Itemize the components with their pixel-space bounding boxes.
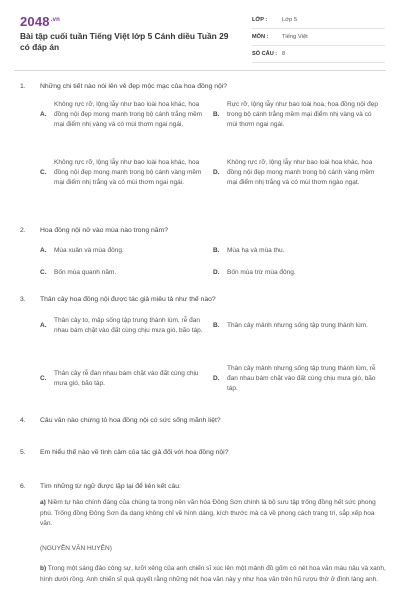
question-2: 2. Hoa đồng nội nở vào mùa nào trong năm? [20,227,169,234]
question-6: 6. Tìm những từ ngữ được lặp lại để liên kết câu: [20,483,181,490]
site-logo[interactable]: $2048^{.vn}$ [20,14,61,29]
meta-label: SỐ CÂU : [252,51,278,57]
document-header [0,0,400,62]
option-2b[interactable]: B. Mùa hạ và mùa thu. [213,246,383,256]
meta-table [252,12,385,63]
question-3: 3. Thân cây hoa đồng nội được tác giả miêu tả như thế nào? [20,296,216,303]
passage-a: a) Niềm tự hào chính đáng của chúng ta trong nền văn hóa Đông Sơn chính là bộ sưu tập trống đồng hết sức phong phú. Trống đồng Đông Sơn đa dạng không chỉ về hình dáng, kích thước mà cả về phong cách trang trí, sắp xếp hoa văn. [40,499,376,527]
option-text: Không rực rỡ, lộng lẫy như bao loài hoa khác, hoa đồng nội đẹp mong manh trong bộ cánh trắng mềm mại điểm nhị vàng và có mùi thơm ngai ngái. [54,101,203,128]
meta-row-count [252,46,385,63]
meta-label: MÔN : [252,34,269,40]
option-3b[interactable]: B. Thân cây mảnh nhưng sống tập trung thành lùm. [213,321,383,331]
option-3d[interactable]: D. Thân cây mảnh nhưng sống tập trung thành lùm, rễ đan nhau bám chặt vào đất cùng chịu mưa gió, bão táp. [213,364,383,394]
question-text: Em hiểu thế nào về tình cảm của tác giả đối với hoa đồng nội? [40,449,229,456]
option-1d[interactable]: D. Không rực rỡ, lộng lẫy như bao loài hoa khác, hoa đồng nội đẹp mong manh trong bộ cánh vàng mềm mại điểm nhị trắng và có mùi thơm ngào ngạt. [213,158,383,188]
option-1a[interactable]: A. Không rực rỡ, lộng lẫy như bao loài hoa khác, hoa đồng nội đẹp mong manh trong bộ cánh trắng mềm mại điểm nhị vàng và có mùi thơm ngai ngái. [40,100,210,130]
question-4: 4. Câu văn nào chứng tỏ hoa đồng nội có sức sống mãnh liệt? [20,417,221,424]
meta-value: 8 [282,51,286,57]
document-title: Bài tập cuối tuần Tiếng Việt lớp 5 Cánh diều Tuần 29 có đáp án [20,31,229,52]
question-text: Tìm những từ ngữ được lặp lại để liên kết câu: [40,483,181,490]
meta-row-class [252,12,385,29]
option-text: Không rực rỡ, lộng lẫy như bao loài hoa khác, hoa đồng nội đẹp mong manh trong bộ cánh vàng mềm mại điểm nhị trắng và có mùi thơm ngào ngạt. [227,159,375,186]
question-text: Những chi tiết nào nói lên vẻ đẹp mộc mạc của hoa đồng nội? [40,83,228,90]
passage-b: b) Trong một sáng đảo công sự, lưỡi xẻng của anh chiến sĩ xúc lên một mảnh đồ gốm có nét hoa văn màu nâu và xanh, hình dưới rồng. Anh chiến sĩ quả quyết rằng những nét hoa văn này y như hoa văn trên hũ rượu thờ ở đình làng anh. [40,565,386,583]
option-text: Thân cây mảnh nhưng sống tập trung thành lùm. [227,322,368,329]
option-text: Thân cây rễ đan nhau bám chặt vào đất cùng chịu mưa gió, bão táp. [54,370,199,387]
option-text: Rực rỡ, lộng lẫy như bao loài hoa, hoa đồng nội đẹp trong bộ cánh trắng mềm mại điểm nhị vàng và có mùi thơm ngai ngái. [227,101,379,128]
meta-label: LỚP : [252,17,268,23]
option-2c[interactable]: C. Bốn mùa quanh năm. [40,268,210,278]
option-text: Bốn mùa quanh năm. [54,269,117,276]
option-text: Thân cây to, mập sống tập trung thành lùm, rễ đan nhau bám chặt vào đất cùng chịu mưa gió, bão táp. [54,317,203,334]
passage-source: (NGUYỄN VĂN HUYÊN) [40,545,112,552]
question-text: Hoa đồng nội nở vào mùa nào trong năm? [40,227,169,234]
option-text: Không rực rỡ, lộng lẫy như bao loài hoa khác, hoa đồng nội đẹp mong manh trong bộ cánh vàng mềm mại điểm nhị trắng và có mùi thơm ngai ngái. [54,159,202,186]
option-text: Thân cây mảnh nhưng sống tập trung thành lùm, rễ đan nhau bám chặt vào đất cùng chịu mưa gió, bão táp. [227,365,376,392]
option-1c[interactable]: C. Không rực rỡ, lộng lẫy như bao loài hoa khác, hoa đồng nội đẹp mong manh trong bộ cánh vàng mềm mại điểm nhị trắng và có mùi thơm ngai ngái. [40,158,210,188]
meta-row-subject [252,29,385,46]
question-text: Thân cây hoa đồng nội được tác giả miêu tả như thế nào? [40,296,216,303]
option-2a[interactable]: A. Mùa xuân và mùa đông. [40,246,210,256]
meta-value: Lớp 5 [282,17,298,23]
option-text: Mùa xuân và mùa đông. [54,247,124,254]
option-2d[interactable]: D. Bốn mùa trừ mùa đông. [213,268,383,278]
option-text: Mùa hạ và mùa thu. [227,247,285,254]
option-1b[interactable]: B. Rực rỡ, lộng lẫy như bao loài hoa, hoa đồng nội đẹp trong bộ cánh trắng mềm mại điểm nhị vàng và có mùi thơm ngai ngái. [213,100,383,130]
question-1: 1. Những chi tiết nào nói lên vẻ đẹp mộc mạc của hoa đồng nội? [20,83,228,90]
question-text: Câu văn nào chứng tỏ hoa đồng nội có sức sống mãnh liệt? [40,417,221,424]
option-3a[interactable]: A. Thân cây to, mập sống tập trung thành lùm, rễ đan nhau bám chặt vào đất cùng chịu mưa gió, bão táp. [40,316,210,336]
option-3c[interactable]: C. Thân cây rễ đan nhau bám chặt vào đất cùng chịu mưa gió, bão táp. [40,369,210,389]
question-5: 5. Em hiểu thế nào về tình cảm của tác giả đối với hoa đồng nội? [20,449,229,456]
header-divider [14,70,386,71]
meta-value: Tiếng Việt [282,34,308,40]
option-text: Bốn mùa trừ mùa đông. [227,269,296,276]
